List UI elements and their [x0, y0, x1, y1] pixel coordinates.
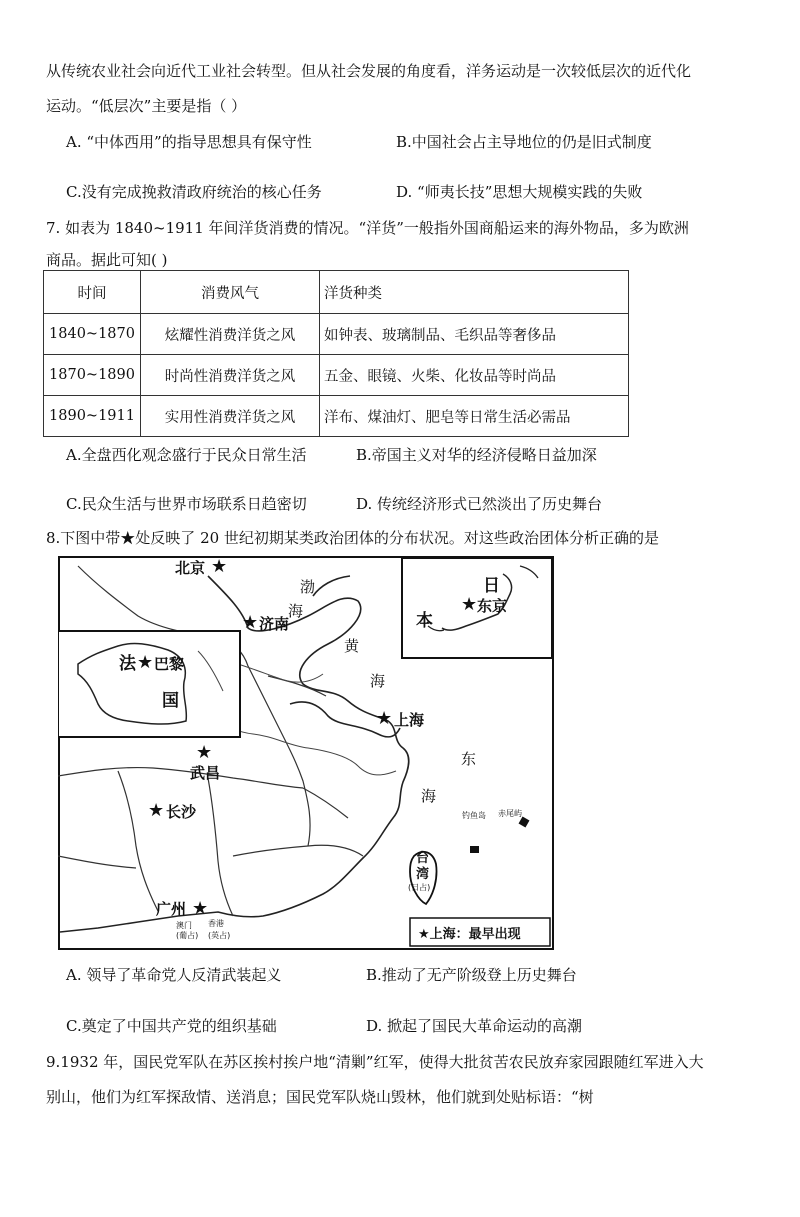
cell-fashion: 时尚性消费洋货之风 [141, 355, 320, 396]
label-taiwan-1: 台 [416, 851, 430, 866]
star-icon: ★ [137, 652, 154, 673]
cell-time: 1870~1890 [44, 355, 141, 396]
star-icon: ★ [148, 800, 165, 821]
label-donghai-1: 东 [461, 750, 477, 768]
table-row [44, 396, 629, 437]
cell-fashion: 实用性消费洋货之风 [141, 396, 320, 437]
label-taiwan-2: 湾 [416, 867, 430, 882]
q8-stem: 8.下图中带★处反映了 20 世纪初期某类政治团体的分布状况。对这些政治团体分析正确的是 [46, 529, 659, 547]
label-wuchang: 武昌 [190, 764, 221, 782]
cell-time: 1840~1870 [44, 314, 141, 355]
label-huanghai-1: 黄 [344, 637, 360, 655]
q9-stem-line1: 9.1932 年，国民党军队在苏区挨村挨户地“清剿”红军，使得大批贫苦农民放弃家园跟随红军进入大 [46, 1053, 704, 1071]
label-huanghai-2: 海 [370, 672, 386, 690]
label-chiwei: 赤尾屿 [498, 809, 522, 818]
star-icon: ★ [461, 594, 478, 615]
header-goods: 洋货种类 [320, 271, 629, 314]
star-icon: ★ [242, 612, 259, 633]
label-tokyo: 东京 [477, 597, 508, 615]
header-fashion: 消费风气 [141, 271, 320, 314]
label-beijing: 北京 [175, 559, 206, 577]
star-icon: ★ [192, 898, 209, 919]
q6-stem-line1: 从传统农业社会向近代工业社会转型。但从社会发展的角度看，洋务运动是一次较低层次的近代化 [46, 62, 692, 80]
q6-option-c: C.没有完成挽救清政府统治的核心任务 [66, 183, 322, 201]
cell-goods: 洋布、煤油灯、肥皂等日常生活必需品 [320, 396, 629, 437]
q7-option-c: C.民众生活与世界市场联系日趋密切 [66, 495, 307, 513]
table-row [44, 355, 629, 396]
q6-stem-line2: 运动。“低层次”主要是指（ ） [46, 97, 247, 115]
label-macau: 澳门 [176, 921, 192, 930]
france-inset [58, 631, 240, 737]
q8-option-c: C.奠定了中国共产党的组织基础 [66, 1017, 277, 1035]
label-taiwan-note: (日占) [408, 883, 431, 892]
q7-option-d: D. 传统经济形式已然淡出了历史舞台 [356, 495, 603, 513]
consumption-table [43, 270, 629, 437]
q8-option-b: B.推动了无产阶级登上历史舞台 [366, 966, 577, 984]
q8-option-a: A. 领导了革命党人反清武装起义 [66, 966, 282, 984]
label-france-2: 国 [162, 691, 179, 711]
label-bohai-2: 海 [288, 602, 304, 620]
q8-option-d: D. 掀起了国民大革命运动的高潮 [366, 1017, 583, 1035]
label-diaoyu: 钓鱼岛 [462, 811, 486, 820]
label-japan-1: 日 [483, 576, 500, 596]
label-changsha: 长沙 [166, 803, 197, 821]
star-icon: ★ [211, 556, 228, 577]
political-groups-map [58, 556, 554, 950]
label-shanghai: 上海 [394, 711, 425, 729]
label-macau-note: (葡占) [176, 931, 199, 940]
label-hongkong: 香港 [208, 919, 224, 928]
cell-time: 1890~1911 [44, 396, 141, 437]
cell-fashion: 炫耀性消费洋货之风 [141, 314, 320, 355]
label-france-1: 法 [119, 654, 136, 674]
cell-goods: 五金、眼镜、火柴、化妆品等时尚品 [320, 355, 629, 396]
cell-goods: 如钟表、玻璃制品、毛织品等奢侈品 [320, 314, 629, 355]
q7-stem-line1: 7. 如表为 1840~1911 年间洋货消费的情况。“洋货”一般指外国商船运来的海外物品，多为欧洲 [46, 219, 689, 237]
table-header-row [44, 271, 629, 314]
q6-option-a: A. “中体西用”的指导思想具有保守性 [66, 133, 312, 151]
label-japan-2: 本 [416, 611, 433, 631]
label-bohai-1: 渤 [300, 578, 316, 596]
label-donghai-2: 海 [421, 787, 437, 805]
header-time: 时间 [44, 271, 141, 314]
label-jinan: 济南 [259, 615, 290, 633]
table-row [44, 314, 629, 355]
label-guangzhou: 广州 [156, 900, 187, 918]
star-icon: ★ [196, 742, 213, 763]
q6-option-b: B.中国社会占主导地位的仍是旧式制度 [396, 133, 652, 151]
q7-stem-line2: 商品。据此可知( ) [46, 251, 168, 269]
island-mark [470, 846, 479, 853]
q7-option-a: A.全盘西化观念盛行于民众日常生活 [66, 446, 307, 464]
legend-text: ★上海：最早出现 [418, 927, 521, 942]
map-legend [410, 918, 550, 946]
star-icon: ★ [376, 708, 393, 729]
q7-option-b: B.帝国主义对华的经济侵略日益加深 [356, 446, 597, 464]
q9-stem-line2: 别山，他们为红军探敌情、送消息；国民党军队烧山毁林，他们就到处贴标语：“树 [46, 1088, 594, 1106]
label-paris: 巴黎 [154, 655, 185, 673]
label-hongkong-note: (英占) [208, 931, 231, 940]
q6-option-d: D. “师夷长技”思想大规模实践的失败 [396, 183, 643, 201]
